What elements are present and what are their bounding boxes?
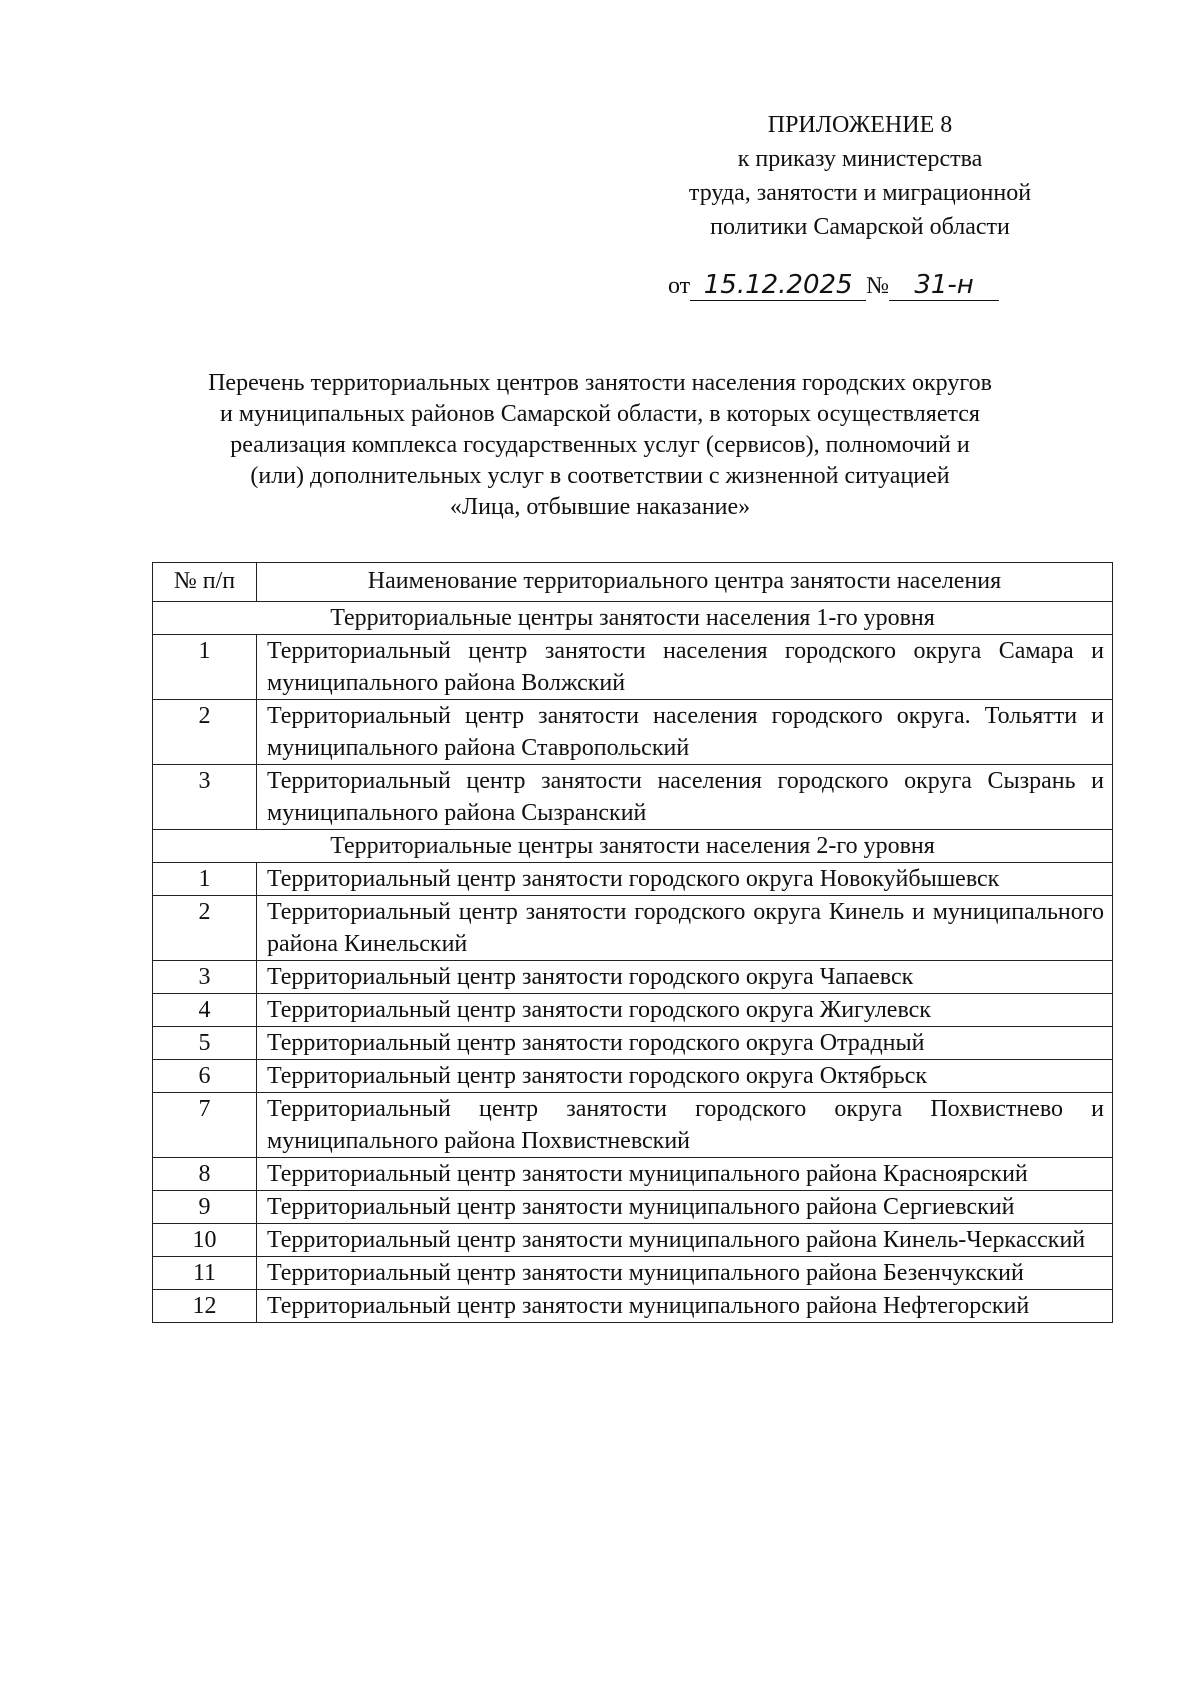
row-name: Территориальный центр занятости муниципального района Нефтегорский bbox=[257, 1290, 1113, 1323]
table-row bbox=[153, 961, 1113, 994]
appendix-heading: ПРИЛОЖЕНИЕ 8 bbox=[767, 112, 953, 138]
row-name: Территориальный центр занятости населения городского округа. Тольятти и муниципального района Ставропольский bbox=[257, 700, 1113, 765]
table-row bbox=[153, 994, 1113, 1027]
row-num: 3 bbox=[153, 765, 257, 830]
table-row bbox=[153, 1158, 1113, 1191]
table-row bbox=[153, 700, 1113, 765]
row-name: Территориальный центр занятости городского округа Отрадный bbox=[257, 1027, 1113, 1060]
table-row bbox=[153, 1093, 1113, 1158]
row-name: Территориальный центр занятости населения городского округа Сызрань и муниципального района Сызранский bbox=[257, 765, 1113, 830]
header-name: Наименование территориального центра занятости населения bbox=[257, 563, 1113, 602]
row-num: 2 bbox=[153, 700, 257, 765]
table-row bbox=[153, 863, 1113, 896]
order-from-label: от bbox=[668, 273, 691, 299]
group-title: Территориальные центры занятости населения 1-го уровня bbox=[153, 602, 1113, 635]
appendix-line: к приказу министерства bbox=[737, 146, 983, 172]
table-row bbox=[153, 1060, 1113, 1093]
appendix-line: политики Самарской области bbox=[710, 214, 1010, 240]
table-row bbox=[153, 765, 1113, 830]
header-num: № п/п bbox=[153, 563, 257, 602]
row-name: Территориальный центр занятости городского округа Кинель и муниципального района Кинельский bbox=[257, 896, 1113, 961]
row-name: Территориальный центр занятости муниципального района Кинель-Черкасский bbox=[257, 1224, 1113, 1257]
row-num: 3 bbox=[153, 961, 257, 994]
row-name: Территориальный центр занятости муниципального района Красноярский bbox=[257, 1158, 1113, 1191]
order-date: 15.12.2025 bbox=[690, 270, 866, 301]
row-num: 2 bbox=[153, 896, 257, 961]
row-num: 5 bbox=[153, 1027, 257, 1060]
table-row bbox=[153, 896, 1113, 961]
appendix-block bbox=[600, 108, 1120, 244]
order-number-label: № bbox=[866, 273, 890, 299]
row-num: 9 bbox=[153, 1191, 257, 1224]
row-num: 1 bbox=[153, 635, 257, 700]
table-row bbox=[153, 1191, 1113, 1224]
table-row bbox=[153, 1224, 1113, 1257]
order-number: 31-н bbox=[889, 270, 999, 301]
row-num: 12 bbox=[153, 1290, 257, 1323]
centers-table bbox=[152, 562, 1113, 1323]
table-row bbox=[153, 1257, 1113, 1290]
group-row bbox=[153, 830, 1113, 863]
table-row bbox=[153, 1027, 1113, 1060]
row-num: 4 bbox=[153, 994, 257, 1027]
row-num: 10 bbox=[153, 1224, 257, 1257]
order-reference bbox=[668, 270, 999, 301]
row-num: 1 bbox=[153, 863, 257, 896]
title-line: реализация комплекса государственных услуг (сервисов), полномочий и bbox=[230, 432, 970, 458]
row-num: 6 bbox=[153, 1060, 257, 1093]
document-title bbox=[120, 368, 1080, 523]
group-row bbox=[153, 602, 1113, 635]
row-num: 7 bbox=[153, 1093, 257, 1158]
title-line: и муниципальных районов Самарской области, в которых осуществляется bbox=[220, 401, 980, 427]
table-header-row bbox=[153, 563, 1113, 602]
row-name: Территориальный центр занятости населения городского округа Самара и муниципального района Волжский bbox=[257, 635, 1113, 700]
title-line: (или) дополнительных услуг в соответствии с жизненной ситуацией bbox=[250, 463, 950, 489]
appendix-line: труда, занятости и миграционной bbox=[688, 180, 1032, 206]
table-row bbox=[153, 635, 1113, 700]
group-title: Территориальные центры занятости населения 2-го уровня bbox=[153, 830, 1113, 863]
row-name: Территориальный центр занятости муниципального района Сергиевский bbox=[257, 1191, 1113, 1224]
row-num: 8 bbox=[153, 1158, 257, 1191]
row-name: Территориальный центр занятости городского округа Чапаевск bbox=[257, 961, 1113, 994]
table-row bbox=[153, 1290, 1113, 1323]
row-name: Территориальный центр занятости городского округа Жигулевск bbox=[257, 994, 1113, 1027]
title-line: Перечень территориальных центров занятости населения городских округов bbox=[208, 370, 992, 396]
title-line: «Лица, отбывшие наказание» bbox=[449, 494, 751, 520]
row-name: Территориальный центр занятости городского округа Октябрьск bbox=[257, 1060, 1113, 1093]
row-name: Территориальный центр занятости городского округа Новокуйбышевск bbox=[257, 863, 1113, 896]
row-num: 11 bbox=[153, 1257, 257, 1290]
row-name: Территориальный центр занятости муниципального района Безенчукский bbox=[257, 1257, 1113, 1290]
row-name: Территориальный центр занятости городского округа Похвистнево и муниципального района Похвистневский bbox=[257, 1093, 1113, 1158]
